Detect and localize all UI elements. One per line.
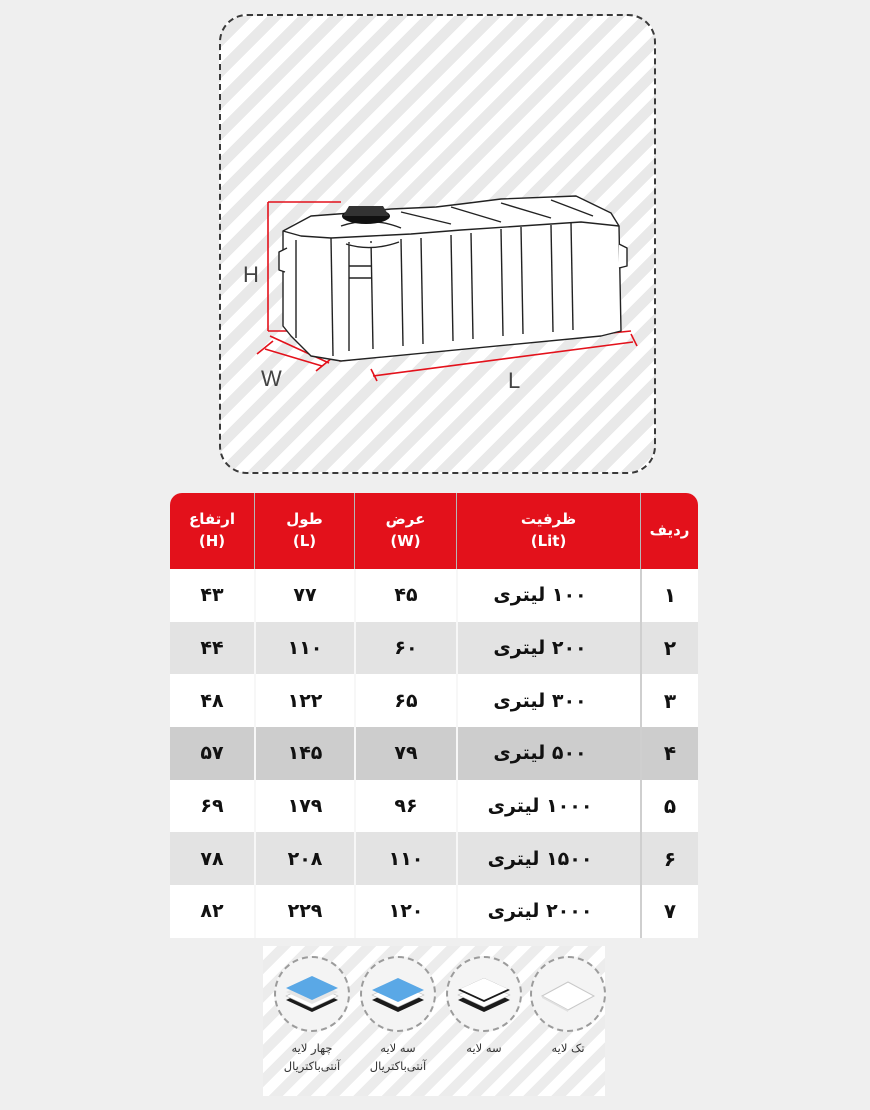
dimensions-table: [170, 493, 698, 938]
row-number: ۱: [640, 569, 698, 622]
row-number: ۶: [640, 832, 698, 885]
single-layer-icon: [530, 956, 606, 1032]
dimension-label-h: H: [243, 262, 259, 287]
row-height: ۵۷: [170, 727, 254, 780]
row-width: ۷۹: [354, 727, 456, 780]
row-height: ۶۹: [170, 780, 254, 833]
row-capacity: ۲۰۰۰ لیتری: [456, 885, 640, 938]
row-number: ۴: [640, 727, 698, 780]
header-length: طول (L): [254, 493, 354, 569]
table-row: [170, 885, 698, 938]
header-width: عرض (W): [354, 493, 456, 569]
layer-option-three: سه لایه: [443, 956, 525, 1058]
table-row: [170, 780, 698, 833]
layer-option-single: تک لایه: [527, 956, 609, 1058]
tank-illustration: [221, 16, 656, 474]
header-row-number: ردیف: [640, 493, 698, 569]
layer-option-four-antibacterial: چهار لایه آنتی‌باکتریال: [271, 956, 353, 1076]
row-length: ۲۰۸: [254, 832, 354, 885]
row-height: ۸۲: [170, 885, 254, 938]
row-capacity: ۱۰۰۰ لیتری: [456, 780, 640, 833]
four-layer-antibacterial-icon: [274, 956, 350, 1032]
row-height: ۴۳: [170, 569, 254, 622]
row-capacity: ۱۵۰۰ لیتری: [456, 832, 640, 885]
three-layer-antibacterial-icon: [360, 956, 436, 1032]
row-number: ۳: [640, 674, 698, 727]
row-width: ۹۶: [354, 780, 456, 833]
row-width: ۱۱۰: [354, 832, 456, 885]
row-number: ۷: [640, 885, 698, 938]
row-capacity: ۵۰۰ لیتری: [456, 727, 640, 780]
row-width: ۶۵: [354, 674, 456, 727]
row-number: ۲: [640, 622, 698, 675]
row-height: ۴۴: [170, 622, 254, 675]
row-height: ۴۸: [170, 674, 254, 727]
row-length: ۱۷۹: [254, 780, 354, 833]
row-length: ۱۲۲: [254, 674, 354, 727]
row-number: ۵: [640, 780, 698, 833]
dimension-label-l: L: [508, 368, 521, 393]
tank-diagram-card: [219, 14, 656, 474]
table-row: [170, 674, 698, 727]
dimension-label-w: W: [261, 366, 282, 391]
row-length: ۷۷: [254, 569, 354, 622]
header-height: ارتفاع (H): [170, 493, 254, 569]
table-row: [170, 622, 698, 675]
header-capacity: ظرفیت (Lit): [456, 493, 640, 569]
row-width: ۴۵: [354, 569, 456, 622]
layer-types-panel: [263, 946, 605, 1096]
row-length: ۲۲۹: [254, 885, 354, 938]
row-height: ۷۸: [170, 832, 254, 885]
table-header-row: [170, 493, 698, 569]
row-capacity: ۳۰۰ لیتری: [456, 674, 640, 727]
row-length: ۱۴۵: [254, 727, 354, 780]
table-row: [170, 569, 698, 622]
three-layer-icon: [446, 956, 522, 1032]
row-width: ۱۲۰: [354, 885, 456, 938]
table-row: [170, 727, 698, 780]
row-length: ۱۱۰: [254, 622, 354, 675]
row-capacity: ۱۰۰ لیتری: [456, 569, 640, 622]
row-capacity: ۲۰۰ لیتری: [456, 622, 640, 675]
table-row: [170, 832, 698, 885]
layer-option-three-antibacterial: سه لایه آنتی‌باکتریال: [357, 956, 439, 1076]
row-width: ۶۰: [354, 622, 456, 675]
